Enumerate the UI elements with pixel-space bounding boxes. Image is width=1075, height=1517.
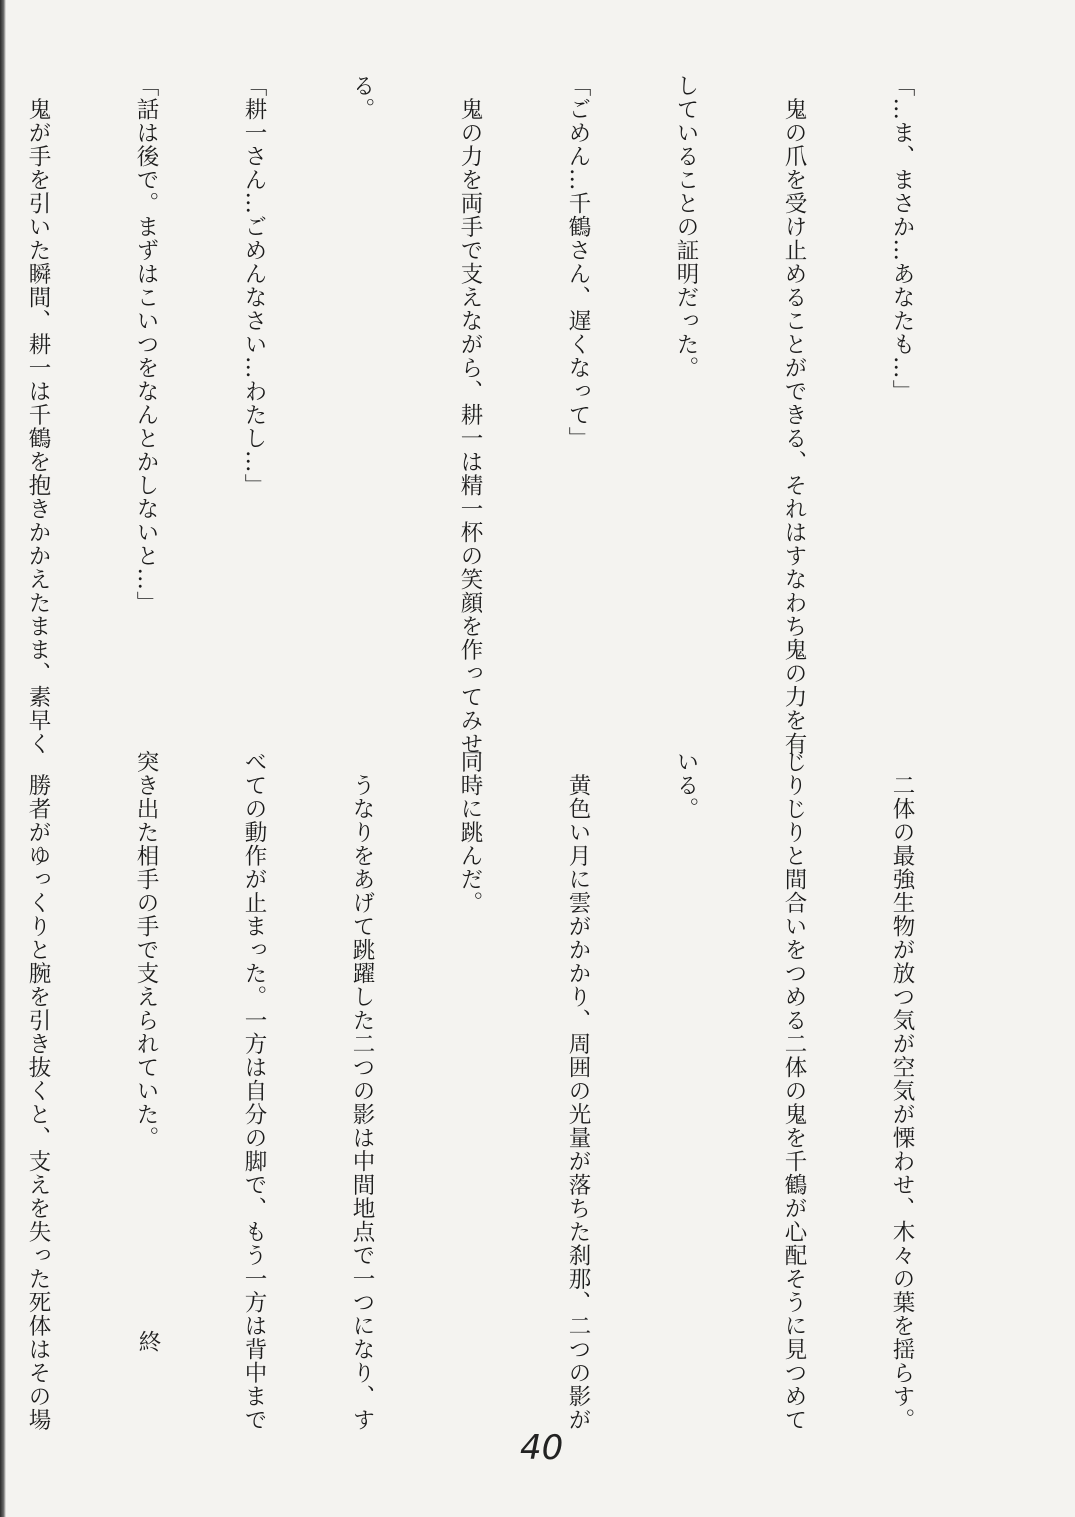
text-line: 黄色い月に雲がかかり、周囲の光量が落ちた刹那、二つの影が xyxy=(565,750,591,1432)
lower-text-block xyxy=(25,750,992,1432)
text-line: じりじりと間合いをつめる二体の鬼を千鶴が心配そうに見つめて xyxy=(781,750,807,1432)
text-line: うなりをあげて跳躍した二つの影は中間地点で一つになり、す xyxy=(349,750,375,1432)
text-line: 「耕一さん…ごめんなさい…わたし…」 xyxy=(241,74,267,497)
end-mark: 終 xyxy=(135,1330,161,1354)
text-line: 鬼が手を引いた瞬間、耕一は千鶴を抱きかかえたまま、素早く xyxy=(25,74,51,756)
text-line: いる。 xyxy=(673,750,699,821)
text-line: 「ごめん…千鶴さん、遅くなって」 xyxy=(565,74,591,450)
text-line: 突き出た相手の手で支えられていた。 xyxy=(133,750,159,1150)
upper-text-block xyxy=(25,74,992,756)
text-line: べての動作が止まった。一方は自分の脚で、もう一方は背中まで xyxy=(241,750,267,1432)
text-line: 「話は後で。まずはこいつをなんとかしないと…」 xyxy=(133,74,159,615)
text-line: 同時に跳んだ。 xyxy=(457,750,483,915)
text-line: 鬼の力を両手で支えながら、耕一は精一杯の笑顔を作ってみせ xyxy=(457,74,483,756)
text-line: る。 xyxy=(349,74,375,121)
text-line: 鬼の爪を受け止めることができる、それはすなわち鬼の力を有 xyxy=(781,74,807,756)
text-line: 勝者がゆっくりと腕を引き抜くと、支えを失った死体はその場 xyxy=(25,750,51,1432)
text-line: していることの証明だった。 xyxy=(673,74,699,380)
text-line: 二体の最強生物が放つ気が空気が慄わせ、木々の葉を揺らす。 xyxy=(889,750,915,1432)
page-number: 40 xyxy=(520,1428,564,1468)
text-line: 「…ま、まさか…あなたも…」 xyxy=(889,74,915,403)
